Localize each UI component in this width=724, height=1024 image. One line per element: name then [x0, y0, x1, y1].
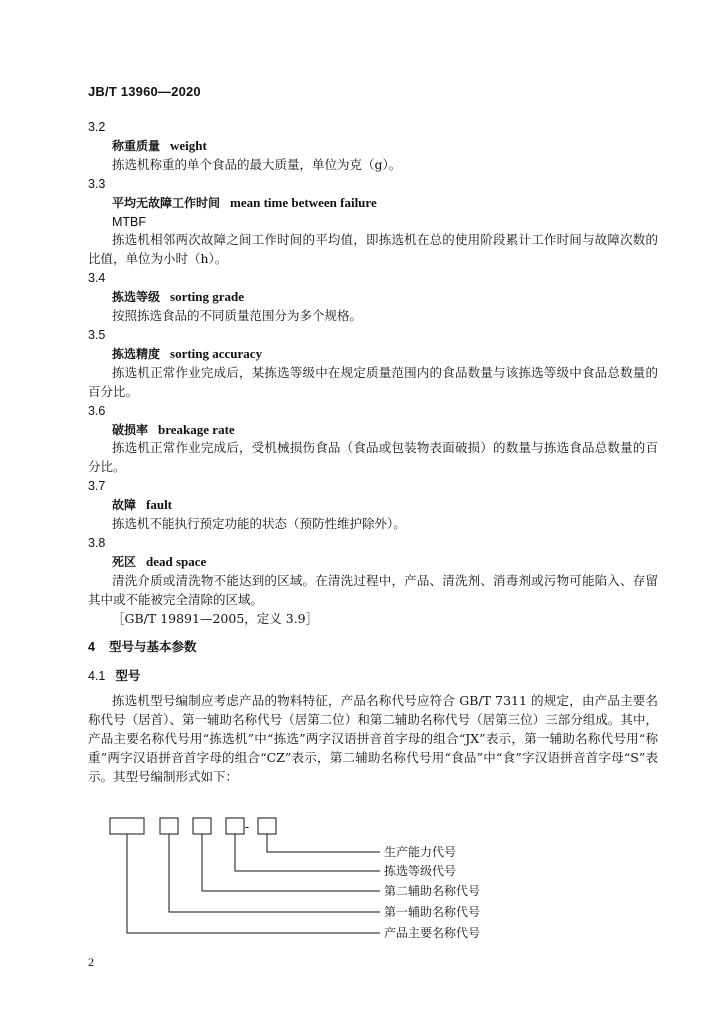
term-en: sorting grade: [170, 289, 245, 305]
definition-3-8: [88, 534, 658, 629]
term-definition: 清洗介质或清洗物不能达到的区域。在清洗过程中，产品、清洗剂、消毒剂或污物可能陷入、存留其中或不能被完全清除的区域。: [88, 572, 658, 607]
term-cn: 拣选等级: [112, 290, 161, 305]
term-en: dead space: [146, 553, 207, 569]
clause-number: 3.2: [88, 120, 106, 134]
term-definition: 拣选机不能执行预定功能的状态（预防性维护除外）。: [112, 516, 406, 532]
model-code-diagram-svg: [100, 812, 520, 942]
term-cn: 故障: [112, 498, 137, 513]
term-cn: 死区: [112, 554, 137, 569]
clause-number: 3.4: [88, 271, 106, 286]
content-body: [88, 118, 658, 787]
clause-number: 3.3: [88, 176, 106, 191]
clause-number: 3.7: [88, 479, 106, 494]
box-capacity: [258, 818, 276, 834]
term-definition: 拣选机称重的单个食品的最大质量，单位为克（g）。: [112, 156, 402, 172]
leader-second-aux: [202, 834, 380, 891]
box-first-aux: [160, 818, 178, 834]
term-definition: 拣选机正常作业完成后，某拣选等级中在规定质量范围内的食品数量与该拣选等级中食品总数量的百分比。: [88, 364, 658, 399]
term-cn: 破损率: [112, 422, 149, 437]
box-main-name: [110, 818, 144, 834]
clause-number: 3.6: [88, 403, 106, 418]
clause-number: 3.5: [88, 327, 106, 342]
section-number: 4.1: [88, 669, 106, 684]
dash-separator: -: [244, 820, 250, 834]
term-en: fault: [146, 497, 173, 513]
label-main-name: 产品主要名称代号: [384, 926, 481, 940]
box-second-aux: [193, 818, 211, 834]
term-definition: 拣选机正常作业完成后，受机械损伤食品（食品或包装物表面破损）的数量与拣选食品总数量的百分比。: [88, 440, 658, 475]
term-en: mean time between failure: [230, 194, 377, 210]
standard-id: JB/T 13960—2020: [88, 84, 201, 99]
term-reference: ［GB/T 19891—2005，定义 3.9］: [112, 610, 319, 626]
term-cn: 拣选精度: [112, 346, 161, 361]
definition-3-6: [88, 402, 658, 478]
page-number: 2: [88, 955, 94, 969]
section-4-1-heading: [88, 667, 658, 686]
section-title: 型号与基本参数: [108, 639, 197, 655]
box-grade: [226, 818, 244, 834]
definition-3-7: [88, 477, 658, 534]
section-number: 4: [88, 640, 95, 655]
definition-3-5: [88, 326, 658, 402]
term-cn: 称重质量: [112, 138, 161, 153]
label-grade: 拣选等级代号: [384, 864, 457, 878]
model-code-diagram: [100, 812, 520, 946]
term-title: [112, 553, 658, 572]
definition-3-2: [88, 118, 658, 175]
leader-first-aux: [169, 834, 380, 912]
model-paragraph: 拣选机型号编制应考虑产品的物料特征，产品名称代号应符合 GB/T 7311 的规定，由产品主要名称代号（居首）、第一辅助名称代号（居第二位）和第二辅助名称代号（居第三位）三部分组成。其中，产品主要名称代号用“拣选机”中“拣选”两字汉语拼音首字母的组合“JX”表示，第一辅助名称代号用“称重”两字汉语拼音首字母的组合“CZ”表示，第二辅助名称代号用“食品”中“食”字汉语拼音首字母“S”表示。其型号编制形式如下：: [88, 693, 658, 784]
definition-3-4: [88, 269, 658, 326]
term-definition: 按照拣选食品的不同质量范围分为多个规格。: [112, 308, 363, 324]
term-title: [112, 288, 658, 307]
label-second-aux: 第二辅助名称代号: [384, 884, 481, 898]
term-cn: 平均无故障工作时间: [112, 195, 221, 210]
leader-main-name: [127, 834, 380, 933]
definition-3-3: [88, 175, 658, 270]
term-title: [112, 496, 658, 515]
label-first-aux: 第一辅助名称代号: [384, 905, 481, 919]
clause-number: 3.8: [88, 535, 106, 550]
section-4-heading: [88, 638, 658, 657]
section-title: 型号: [115, 668, 141, 684]
term-en: breakage rate: [158, 421, 235, 437]
term-en: sorting accuracy: [170, 345, 263, 361]
leader-capacity: [267, 834, 380, 852]
term-abbreviation: MTBF: [112, 214, 147, 229]
term-definition: 拣选机相邻两次故障之间工作时间的平均值，即拣选机在总的使用阶段累计工作时间与故障次数的比值，单位为小时（h）。: [88, 232, 658, 267]
label-capacity: 生产能力代号: [384, 845, 457, 859]
term-title: [112, 345, 658, 364]
term-title: [112, 137, 658, 156]
term-title: [112, 421, 658, 440]
term-title: [112, 194, 658, 213]
term-en: weight: [170, 137, 207, 153]
